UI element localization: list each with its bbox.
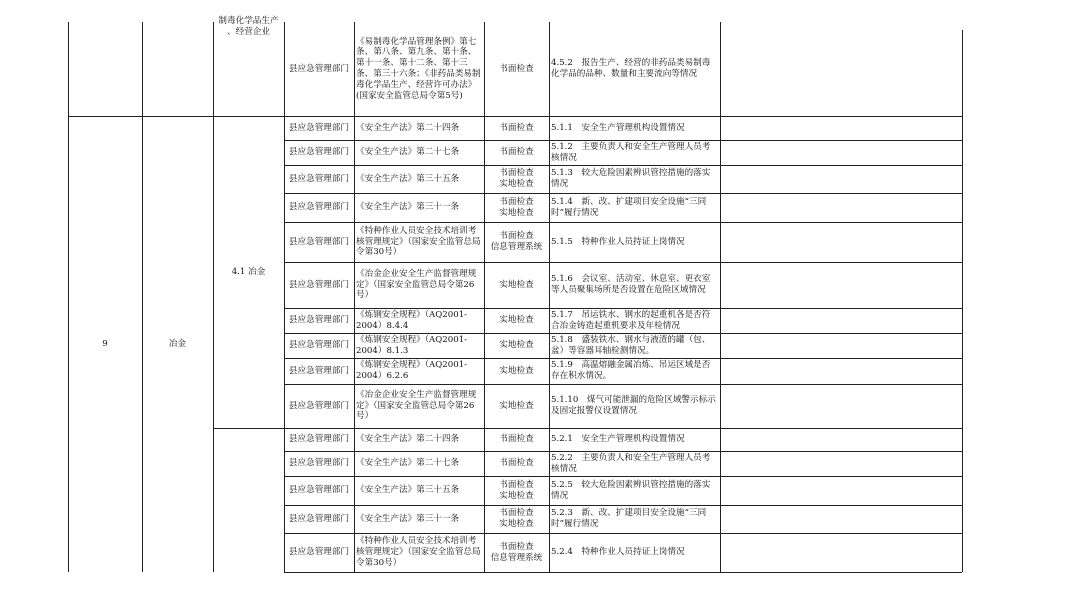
cell-item-41-9-text: 5.1.10 煤气可能泄漏的危险区域警示标示及固定报警仪设置情况	[551, 395, 716, 416]
cell-item-42-1-text: 5.2.2 主要负责人和安全生产管理人员考核情况	[551, 452, 711, 474]
cell-seq	[70, 116, 140, 572]
cell-item-41-6-text: 5.1.7 吊运铁水、钢水的起重机各是否符合冶金铸造起重机要求及年检情况	[551, 309, 711, 331]
cell-item-41-1	[551, 140, 718, 165]
cell-item-41-0-text: 5.1.1 安全生产管理机构设置情况	[551, 122, 685, 133]
cell-item-41-7	[551, 333, 718, 358]
cell-category-41-text: 4.1 冶金	[231, 266, 266, 277]
cell-method-41-5	[486, 262, 547, 308]
cell-basis-41-5-text: 《冶金企业安全生产监督管理规定》（国家安全监管总局令第26号）	[356, 268, 477, 301]
cell-method-41-5-text: 实地检查	[499, 279, 534, 290]
cell-method-41-2	[486, 165, 547, 193]
cell-method-41-6-text: 实地检查	[499, 315, 534, 326]
cell-method-41-3-text: 书面检查 实地检查	[499, 196, 534, 218]
cell-category-41	[215, 116, 282, 428]
cell-dept-42-1-text: 县应急管理部门	[288, 458, 350, 469]
cell-item-42-4-text: 5.2.4 特种作业人员持证上岗情况	[551, 547, 685, 558]
col-line-4	[284, 22, 285, 572]
cell-dept-41-5	[286, 262, 352, 308]
cell-item-42-1	[551, 451, 718, 476]
cell-basis-41-6-text: 《炼钢安全规程》（AQ2001-2004）8.4.4	[356, 309, 468, 331]
cell-item-41-0	[551, 116, 718, 140]
cell-dept-41-1	[286, 140, 352, 165]
cell-item-top-text: 4.5.2 报告生产、经营的非药品类易制毒化学品的品种、数量和主要流向等情况	[551, 58, 711, 79]
col-line-2	[142, 22, 143, 572]
cell-dept-41-9	[286, 384, 352, 428]
cell-basis-41-9	[356, 384, 482, 428]
cell-method-41-4-text: 书面检查 信息管理系统	[490, 231, 543, 252]
top-fragment-text	[213, 16, 284, 38]
cell-basis-41-8-text: 《炼钢安全规程》（AQ2001-2004）6.2.6	[356, 360, 468, 381]
cell-dept-41-8-text: 县应急管理部门	[288, 365, 350, 376]
cell-item-42-2-text: 5.2.5 较大危险因素辨识管控措施的落实情况	[551, 479, 711, 501]
cell-dept-top-text: 县应急管理部门	[288, 63, 350, 74]
cell-method-41-2-text: 书面检查 实地检查	[499, 168, 534, 189]
cell-method-42-4	[486, 533, 547, 572]
cell-item-41-2-text: 5.1.3 较大危险因素辨识管控措施的落实情况	[551, 168, 711, 189]
cell-dept-41-9-text: 县应急管理部门	[288, 400, 350, 411]
cell-item-41-8-text: 5.1.9 高温熔融金属冶炼、吊运区域是否存在积水情况。	[551, 360, 711, 381]
cell-dept-top	[286, 22, 352, 116]
col-line-7	[549, 22, 550, 572]
cell-industry	[144, 116, 211, 572]
cell-item-41-8	[551, 358, 718, 384]
cell-basis-41-8	[356, 358, 482, 384]
cell-item-41-7-text: 5.1.8 盛装铁水、钢水与液渣的罐（包、盆）等容器耳轴检测情况。	[551, 334, 711, 356]
cell-basis-top	[356, 22, 482, 116]
cell-dept-42-2	[286, 476, 352, 505]
cell-method-41-1-text: 书面检查	[499, 147, 534, 158]
col-line-8	[720, 22, 721, 572]
top-fragment-line-1: 制毒化学品生产	[218, 16, 279, 26]
cell-basis-41-1	[356, 140, 482, 165]
cell-method-41-1	[486, 140, 547, 165]
row-line-category-split	[213, 428, 284, 429]
cell-item-41-2	[551, 165, 718, 193]
cell-basis-42-2-text: 《安全生产法》第三十五条	[356, 485, 460, 496]
cell-basis-41-5	[356, 262, 482, 308]
cell-method-41-8	[486, 358, 547, 384]
cell-dept-41-0-text: 县应急管理部门	[288, 122, 350, 133]
cell-item-41-3	[551, 193, 718, 222]
cell-item-42-2	[551, 476, 718, 505]
row-line-42-4	[284, 572, 962, 573]
cell-item-41-6	[551, 308, 718, 333]
cell-dept-42-3-text: 县应急管理部门	[288, 513, 350, 524]
cell-method-41-3	[486, 193, 547, 222]
cell-method-42-0-text: 书面检查	[499, 434, 534, 445]
cell-method-42-2-text: 书面检查 实地检查	[499, 479, 534, 501]
cell-dept-41-0	[286, 116, 352, 140]
cell-basis-42-2	[356, 476, 482, 505]
cell-item-41-5-text: 5.1.6 会议室、活动室、休息室、更衣室等人员聚集场所是否设置在危险区域情况	[551, 274, 711, 295]
cell-basis-41-9-text: 《冶金企业安全生产监督管理规定》（国家安全监管总局令第26号）	[356, 389, 477, 422]
col-line-5	[354, 22, 355, 572]
cell-item-41-3-text: 5.1.4 新、改、扩建项目安全设施“三同时”履行情况	[551, 196, 707, 218]
col-line-1	[68, 22, 69, 572]
cell-method-41-7-text: 实地检查	[499, 340, 534, 351]
cell-dept-41-2-text: 县应急管理部门	[288, 173, 350, 184]
cell-item-41-4	[551, 222, 718, 262]
cell-dept-42-3	[286, 505, 352, 533]
cell-item-42-3-text: 5.2.3 新、改、扩建项目安全设施“三同时”履行情况	[551, 508, 707, 529]
col-line-9	[962, 30, 963, 572]
cell-dept-42-0-text: 县应急管理部门	[288, 434, 350, 445]
cell-method-41-6	[486, 308, 547, 333]
cell-basis-42-0-text: 《安全生产法》第二十四条	[356, 434, 460, 445]
cell-basis-42-0	[356, 428, 482, 451]
cell-dept-41-3-text: 县应急管理部门	[288, 202, 350, 213]
cell-dept-41-4	[286, 222, 352, 262]
cell-item-42-0	[551, 428, 718, 451]
top-fragment-line-2: 、经营企业	[227, 26, 270, 37]
cell-item-42-3	[551, 505, 718, 533]
cell-method-42-2	[486, 476, 547, 505]
cell-dept-42-1	[286, 451, 352, 476]
cell-basis-41-7	[356, 333, 482, 358]
cell-basis-42-1	[356, 451, 482, 476]
cell-basis-41-3-text: 《安全生产法》第三十一条	[356, 202, 460, 213]
cell-item-41-9	[551, 384, 718, 428]
cell-dept-42-2-text: 县应急管理部门	[288, 485, 350, 496]
cell-basis-42-3-text: 《安全生产法》第三十一条	[356, 513, 460, 524]
cell-dept-41-7	[286, 333, 352, 358]
cell-basis-41-2-text: 《安全生产法》第三十五条	[356, 173, 460, 184]
cell-basis-41-0	[356, 116, 482, 140]
cell-method-42-1	[486, 451, 547, 476]
cell-seq-text: 9	[102, 338, 108, 349]
cell-method-42-1-text: 书面检查	[499, 458, 534, 469]
cell-method-41-0	[486, 116, 547, 140]
cell-dept-42-4-text: 县应急管理部门	[288, 547, 350, 558]
cell-item-41-1-text: 5.1.2 主要负责人和安全生产管理人员考核情况	[551, 141, 711, 163]
cell-item-41-5	[551, 262, 718, 308]
cell-dept-41-2	[286, 165, 352, 193]
cell-method-41-8-text: 实地检查	[499, 365, 534, 376]
cell-basis-41-1-text: 《安全生产法》第二十七条	[356, 147, 460, 158]
cell-method-42-4-text: 书面检查 信息管理系统	[490, 541, 543, 563]
cell-basis-42-4	[356, 533, 482, 572]
cell-dept-41-8	[286, 358, 352, 384]
cell-basis-41-7-text: 《炼钢安全规程》（AQ2001-2004）8.1.3	[356, 334, 468, 356]
cell-basis-42-1-text: 《安全生产法》第二十七条	[356, 458, 460, 469]
cell-industry-text: 冶金	[168, 338, 187, 349]
cell-method-42-0	[486, 428, 547, 451]
col-line-3	[213, 22, 214, 572]
cell-method-41-7	[486, 333, 547, 358]
cell-dept-41-1-text: 县应急管理部门	[288, 147, 350, 158]
cell-dept-41-6-text: 县应急管理部门	[288, 315, 350, 326]
cell-basis-42-3	[356, 505, 482, 533]
cell-dept-41-7-text: 县应急管理部门	[288, 340, 350, 351]
cell-dept-41-4-text: 县应急管理部门	[288, 236, 350, 247]
cell-basis-41-4	[356, 222, 482, 262]
cell-method-top-text: 书面检查	[499, 63, 534, 74]
cell-basis-top-text: 《易制毒化学品管理条例》第七条、第八条、第九条、第十条、第十一条、第十二条、第十三条、第三十六条；《非药品类易制毒化学品生产、经营许可办法》(国家安全监管总局令第5号)	[356, 36, 481, 101]
cell-basis-41-6	[356, 308, 482, 333]
cell-method-41-4	[486, 222, 547, 262]
col-line-6	[484, 22, 485, 572]
cell-dept-41-3	[286, 193, 352, 222]
cell-method-42-3-text: 书面检查 实地检查	[499, 508, 534, 529]
cell-dept-42-0	[286, 428, 352, 451]
cell-basis-41-2	[356, 165, 482, 193]
cell-method-41-0-text: 书面检查	[499, 122, 534, 133]
cell-basis-41-4-text: 《特种作业人员安全技术培训考核管理规定》（国家安全监管总局令第30号）	[356, 225, 481, 258]
cell-method-41-9	[486, 384, 547, 428]
cell-dept-41-5-text: 县应急管理部门	[288, 279, 350, 290]
cell-method-41-9-text: 实地检查	[499, 400, 534, 411]
cell-basis-41-3	[356, 193, 482, 222]
cell-item-42-4	[551, 533, 718, 572]
cell-method-top	[486, 22, 547, 116]
cell-dept-42-4	[286, 533, 352, 572]
cell-dept-41-6	[286, 308, 352, 333]
cell-method-42-3	[486, 505, 547, 533]
cell-item-42-0-text: 5.2.1 安全生产管理机构设置情况	[551, 434, 685, 445]
cell-basis-42-4-text: 《特种作业人员安全技术培训考核管理规定》（国家安全监管总局令第30号）	[356, 536, 481, 568]
cell-basis-41-0-text: 《安全生产法》第二十四条	[356, 122, 460, 133]
cell-item-41-4-text: 5.1.5 特种作业人员持证上岗情况	[551, 236, 685, 247]
cell-item-top	[551, 22, 718, 116]
